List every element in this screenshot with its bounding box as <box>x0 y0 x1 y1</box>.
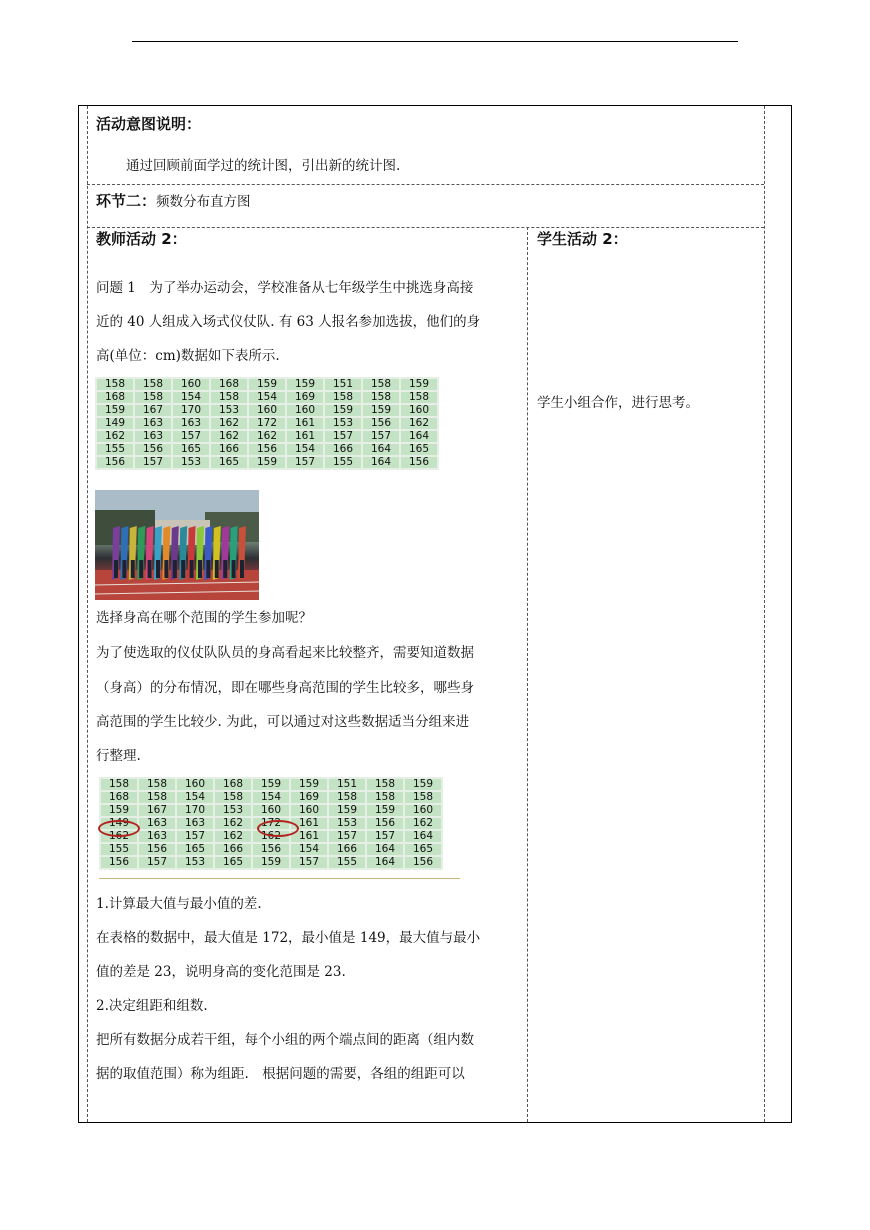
para-line-2: （身高）的分布情况，即在哪些身高范围的学生比较多，哪些身 <box>96 680 474 696</box>
height-cell: 156 <box>97 457 133 468</box>
height-cell: 158 <box>135 379 171 390</box>
height-cell: 163 <box>139 818 175 829</box>
height-cell: 158 <box>97 379 133 390</box>
student-activity-text: 学生小组合作，进行思考。 <box>537 395 699 411</box>
person-shape <box>240 560 244 578</box>
height-cell: 158 <box>101 779 137 790</box>
height-cell: 157 <box>173 431 209 442</box>
height-cell: 167 <box>139 805 175 816</box>
table-row <box>97 392 437 403</box>
table-row <box>97 431 437 442</box>
height-cell: 157 <box>367 831 403 842</box>
height-cell: 162 <box>405 818 441 829</box>
person-shape <box>122 560 126 578</box>
height-cell: 156 <box>363 418 399 429</box>
height-cell: 157 <box>291 857 327 868</box>
height-cell: 158 <box>329 792 365 803</box>
height-cell: 172 <box>253 818 289 829</box>
height-cell: 156 <box>405 857 441 868</box>
height-cell: 158 <box>139 779 175 790</box>
height-cell: 154 <box>287 444 323 455</box>
table-row <box>101 779 441 790</box>
problem-line-1: 问题 1 为了举办运动会，学校准备从七年级学生中挑选身高接 <box>96 280 474 296</box>
height-cell: 159 <box>249 379 285 390</box>
left-inner-border <box>87 106 88 1122</box>
table-row <box>101 857 441 868</box>
height-cell: 159 <box>363 405 399 416</box>
height-cell: 160 <box>249 405 285 416</box>
height-cell: 154 <box>249 392 285 403</box>
height-cell: 162 <box>401 418 437 429</box>
teacher-activity-header: 教师活动 2： <box>96 230 187 248</box>
height-cell: 158 <box>367 792 403 803</box>
height-cell: 158 <box>135 392 171 403</box>
height-cell: 158 <box>215 792 251 803</box>
height-cell: 170 <box>173 405 209 416</box>
height-cell: 158 <box>363 392 399 403</box>
person-shape <box>148 560 152 578</box>
height-cell: 162 <box>97 431 133 442</box>
height-cell: 170 <box>177 805 213 816</box>
step1-line-2: 值的差是 23，说明身高的变化范围是 23. <box>96 964 346 980</box>
height-cell: 157 <box>325 431 361 442</box>
height-cell: 169 <box>287 392 323 403</box>
height-cell: 156 <box>135 444 171 455</box>
height-cell: 156 <box>401 457 437 468</box>
problem-line-3: 高(单位：cm)数据如下表所示. <box>96 348 280 364</box>
height-cell: 161 <box>291 831 327 842</box>
person-shape <box>223 560 227 578</box>
min-value-circle <box>98 820 140 837</box>
height-cell: 164 <box>367 857 403 868</box>
step2-line-2: 据的取值范围）称为组距. 根据问题的需要，各组的组距可以 <box>96 1066 465 1082</box>
height-cell: 155 <box>329 857 365 868</box>
height-cell: 160 <box>405 805 441 816</box>
height-cell: 159 <box>367 805 403 816</box>
height-cell: 158 <box>139 792 175 803</box>
height-cell: 160 <box>291 805 327 816</box>
height-cell: 162 <box>215 831 251 842</box>
height-cell: 161 <box>287 431 323 442</box>
height-cell: 164 <box>363 457 399 468</box>
table-row <box>101 792 441 803</box>
student-activity-header: 学生活动 2： <box>537 230 628 248</box>
person-shape <box>131 560 135 578</box>
height-cell: 164 <box>367 844 403 855</box>
height-cell: 167 <box>135 405 171 416</box>
intent-text: 通过回顾前面学过的统计图，引出新的统计图. <box>126 158 401 174</box>
height-cell: 158 <box>405 792 441 803</box>
height-cell: 153 <box>173 457 209 468</box>
height-cell: 161 <box>287 418 323 429</box>
height-cell: 160 <box>401 405 437 416</box>
question-text: 选择身高在哪个范围的学生参加呢？ <box>96 610 312 626</box>
height-cell: 169 <box>291 792 327 803</box>
row-divider-2 <box>87 227 764 228</box>
height-cell: 172 <box>249 418 285 429</box>
height-cell: 162 <box>211 431 247 442</box>
height-cell: 161 <box>291 818 327 829</box>
height-cell: 153 <box>177 857 213 868</box>
row-divider-1 <box>87 184 764 185</box>
height-cell: 155 <box>97 444 133 455</box>
height-cell: 164 <box>363 444 399 455</box>
height-cell: 156 <box>367 818 403 829</box>
height-cell: 168 <box>215 779 251 790</box>
person-shape <box>181 560 185 578</box>
height-cell: 159 <box>405 779 441 790</box>
para-line-3: 高范围的学生比较少. 为此，可以通过对这些数据适当分组来进 <box>96 714 470 730</box>
height-cell: 154 <box>253 792 289 803</box>
height-cell: 155 <box>325 457 361 468</box>
height-cell: 153 <box>325 418 361 429</box>
height-cell: 163 <box>173 418 209 429</box>
height-cell: 157 <box>135 457 171 468</box>
section-heading <box>96 194 251 210</box>
height-cell: 154 <box>173 392 209 403</box>
height-cell: 157 <box>363 431 399 442</box>
height-cell: 149 <box>101 818 137 829</box>
height-cell: 159 <box>287 379 323 390</box>
height-cell: 156 <box>249 444 285 455</box>
column-divider <box>527 227 528 1122</box>
height-cell: 159 <box>401 379 437 390</box>
height-cell: 158 <box>325 392 361 403</box>
height-cell: 160 <box>253 805 289 816</box>
height-cell: 158 <box>401 392 437 403</box>
height-cell: 168 <box>101 792 137 803</box>
height-cell: 166 <box>329 844 365 855</box>
height-cell: 160 <box>173 379 209 390</box>
height-cell: 149 <box>97 418 133 429</box>
header-rule <box>132 41 738 42</box>
person-shape <box>206 560 210 578</box>
height-cell: 156 <box>253 844 289 855</box>
height-cell: 151 <box>329 779 365 790</box>
height-cell: 163 <box>139 831 175 842</box>
table-row <box>97 418 437 429</box>
height-cell: 165 <box>401 444 437 455</box>
height-cell: 164 <box>405 831 441 842</box>
step1-title: 1.计算最大值与最小值的差. <box>96 896 262 912</box>
height-cell: 158 <box>363 379 399 390</box>
height-cell: 163 <box>177 818 213 829</box>
section-label: 环节二： <box>96 192 157 210</box>
table-row <box>97 457 437 468</box>
problem-line-2: 近的 40 人组成入场式仪仗队. 有 63 人报名参加选拔，他们的身 <box>96 314 481 330</box>
height-cell: 158 <box>367 779 403 790</box>
person-shape <box>198 560 202 578</box>
flag-team-photo <box>95 490 259 600</box>
height-cell: 162 <box>101 831 137 842</box>
table-row <box>97 405 437 416</box>
table-row <box>101 844 441 855</box>
height-cell: 165 <box>215 857 251 868</box>
height-cell: 156 <box>101 857 137 868</box>
height-cell: 156 <box>139 844 175 855</box>
height-cell: 165 <box>211 457 247 468</box>
height-cell: 159 <box>249 457 285 468</box>
person-shape <box>173 560 177 578</box>
height-cell: 159 <box>97 405 133 416</box>
table-row <box>97 444 437 455</box>
person-shape <box>156 560 160 578</box>
height-cell: 165 <box>177 844 213 855</box>
height-cell: 159 <box>329 805 365 816</box>
height-cell: 157 <box>139 857 175 868</box>
height-cell: 162 <box>253 831 289 842</box>
height-cell: 159 <box>101 805 137 816</box>
height-cell: 159 <box>291 779 327 790</box>
person-shape <box>139 560 143 578</box>
person-shape <box>114 560 118 578</box>
height-cell: 153 <box>215 805 251 816</box>
height-cell: 157 <box>177 831 213 842</box>
person-shape <box>190 560 194 578</box>
para-line-1: 为了使选取的仪仗队队员的身高看起来比较整齐，需要知道数据 <box>96 645 474 661</box>
height-cell: 159 <box>253 779 289 790</box>
height-cell: 166 <box>325 444 361 455</box>
height-cell: 162 <box>249 431 285 442</box>
height-cell: 165 <box>405 844 441 855</box>
right-inner-border <box>764 106 765 1122</box>
person-shape <box>232 560 236 578</box>
para-line-4: 行整理. <box>96 748 141 764</box>
height-cell: 163 <box>135 431 171 442</box>
height-cell: 162 <box>215 818 251 829</box>
max-value-circle <box>257 820 299 837</box>
height-cell: 159 <box>253 857 289 868</box>
height-cell: 158 <box>211 392 247 403</box>
height-cell: 160 <box>177 779 213 790</box>
height-cell: 164 <box>401 431 437 442</box>
height-cell: 168 <box>97 392 133 403</box>
height-cell: 157 <box>329 831 365 842</box>
height-cell: 159 <box>325 405 361 416</box>
height-cell: 154 <box>291 844 327 855</box>
height-cell: 162 <box>211 418 247 429</box>
person-shape <box>215 560 219 578</box>
height-cell: 157 <box>287 457 323 468</box>
height-cell: 166 <box>211 444 247 455</box>
step2-line-1: 把所有数据分成若干组，每个小组的两个端点间的距离（组内数 <box>96 1032 474 1048</box>
step2-title: 2.决定组距和组数. <box>96 998 208 1014</box>
table-underline <box>99 878 460 879</box>
height-data-table <box>95 377 439 470</box>
height-cell: 155 <box>101 844 137 855</box>
height-cell: 160 <box>287 405 323 416</box>
table-row <box>97 379 437 390</box>
table-row <box>101 805 441 816</box>
step1-line-1: 在表格的数据中，最大值是 172，最小值是 149，最大值与最小 <box>96 930 481 946</box>
height-cell: 166 <box>215 844 251 855</box>
height-cell: 168 <box>211 379 247 390</box>
height-cell: 153 <box>329 818 365 829</box>
section-title: 频数分布直方图 <box>156 194 251 210</box>
height-cell: 163 <box>135 418 171 429</box>
height-cell: 165 <box>173 444 209 455</box>
intent-title: 活动意图说明： <box>96 115 202 133</box>
person-shape <box>164 560 168 578</box>
height-cell: 154 <box>177 792 213 803</box>
height-cell: 151 <box>325 379 361 390</box>
height-cell: 153 <box>211 405 247 416</box>
